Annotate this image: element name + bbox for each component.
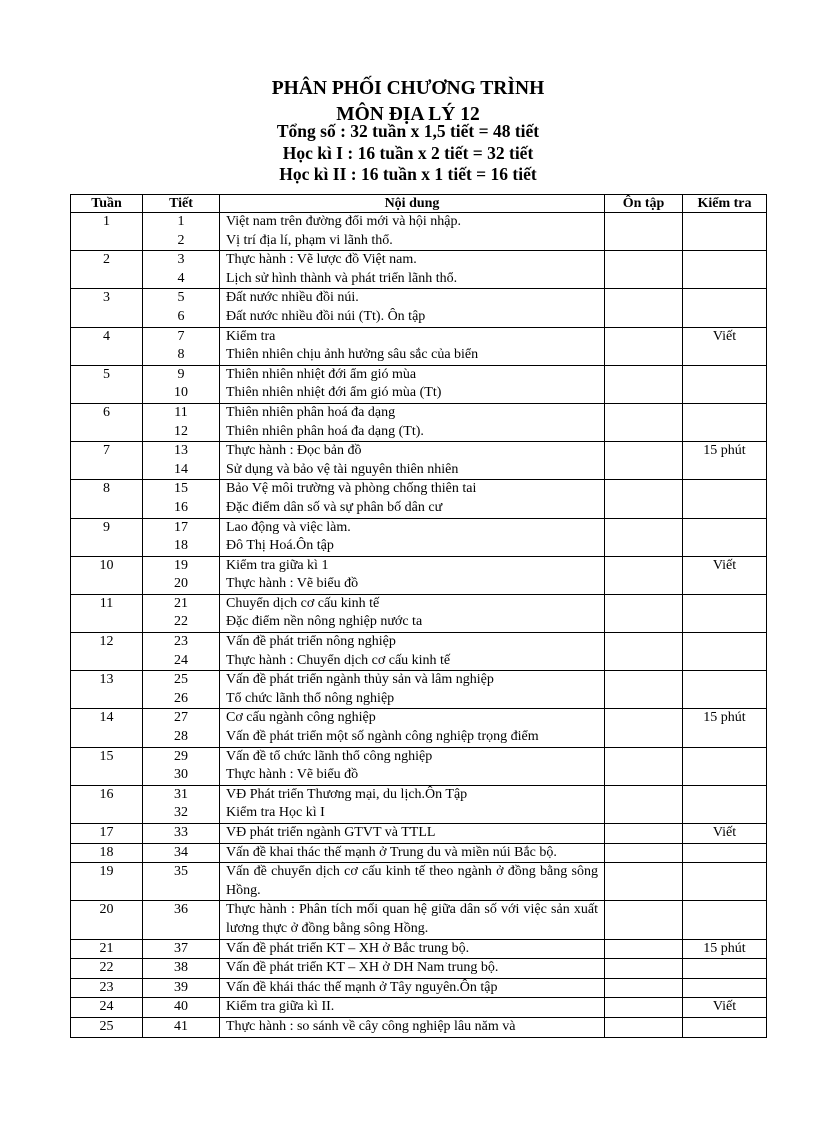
table-row	[71, 939, 767, 959]
title-line-1: PHÂN PHỐI CHƯƠNG TRÌNH	[271, 78, 545, 99]
period-cell	[143, 213, 220, 251]
period-number: 7	[177, 328, 185, 344]
period-number: 30	[174, 767, 188, 783]
test-cell	[683, 403, 767, 441]
period-number: 29	[174, 748, 188, 764]
review-cell	[605, 365, 683, 403]
review-cell	[605, 594, 683, 632]
content-cell	[220, 901, 605, 939]
week-cell: 25	[71, 1017, 143, 1037]
curriculum-table	[70, 194, 767, 1038]
content-cell	[220, 556, 605, 594]
table-row	[71, 901, 767, 939]
review-cell	[605, 901, 683, 939]
period-cell	[143, 709, 220, 747]
test-cell	[683, 671, 767, 709]
period-cell	[143, 327, 220, 365]
week-cell: 2	[71, 251, 143, 289]
test-cell	[683, 365, 767, 403]
lesson-title: Tổ chức lãnh thổ nông nghiệp	[226, 690, 395, 706]
week-cell: 23	[71, 978, 143, 998]
table-row	[71, 843, 767, 863]
header-week: Tuần	[71, 195, 143, 213]
week-cell: 11	[71, 594, 143, 632]
period-cell	[143, 785, 220, 823]
lesson-title: Vấn đề phát triển KT – XH ở DH Nam trung bộ.	[226, 960, 499, 976]
period-cell	[143, 939, 220, 959]
lesson-title: Vấn đề khái thác thế mạnh ở Tây nguyên.Ôn tập	[226, 979, 498, 995]
period-number: 16	[174, 499, 188, 515]
table-row	[71, 213, 767, 251]
period-cell	[143, 289, 220, 327]
content-cell	[220, 709, 605, 747]
table-header-row	[71, 195, 767, 213]
period-number: 39	[174, 979, 188, 995]
lesson-title: Thực hành : Đọc bản đồ	[226, 443, 362, 459]
test-cell: Viết	[683, 556, 767, 594]
period-number: 35	[174, 864, 188, 880]
period-cell	[143, 365, 220, 403]
period-cell	[143, 594, 220, 632]
week-cell: 12	[71, 633, 143, 671]
period-cell	[143, 824, 220, 844]
review-cell	[605, 824, 683, 844]
lesson-title: Việt nam trên đường đổi mới và hội nhập.	[226, 214, 462, 229]
test-cell	[683, 251, 767, 289]
review-cell	[605, 1017, 683, 1037]
review-cell	[605, 327, 683, 365]
week-cell: 4	[71, 327, 143, 365]
lesson-title: VĐ Phát triển Thương mại, du lịch.Ôn Tập	[226, 786, 468, 802]
review-cell	[605, 959, 683, 979]
summary-semester-1: Học kì I : 16 tuần x 2 tiết = 32 tiết	[282, 143, 534, 163]
period-number: 6	[177, 308, 185, 324]
period-number: 28	[174, 729, 188, 745]
review-cell	[605, 709, 683, 747]
week-cell: 10	[71, 556, 143, 594]
period-cell	[143, 480, 220, 518]
lesson-title: Cơ cấu ngành công nghiệp	[226, 710, 376, 726]
table-body	[71, 213, 767, 1038]
period-number: 32	[174, 805, 188, 821]
period-number: 27	[174, 710, 188, 726]
period-number: 23	[174, 634, 188, 650]
test-cell: Viết	[683, 327, 767, 365]
lesson-title: Lịch sử hình thành và phát triển lãnh thổ.	[226, 270, 458, 286]
period-number: 37	[174, 940, 188, 956]
week-cell: 1	[71, 213, 143, 251]
content-cell	[220, 863, 605, 901]
week-cell: 16	[71, 785, 143, 823]
review-cell	[605, 289, 683, 327]
week-cell: 3	[71, 289, 143, 327]
table-row	[71, 365, 767, 403]
week-cell: 13	[71, 671, 143, 709]
period-number: 22	[174, 614, 188, 630]
period-cell	[143, 863, 220, 901]
table-row	[71, 442, 767, 480]
period-number: 13	[174, 443, 188, 459]
test-cell: Viết	[683, 998, 767, 1018]
period-number: 10	[174, 385, 188, 401]
content-cell	[220, 978, 605, 998]
period-number: 8	[177, 347, 185, 363]
content-cell	[220, 959, 605, 979]
period-cell	[143, 251, 220, 289]
table-row	[71, 671, 767, 709]
review-cell	[605, 403, 683, 441]
period-number: 18	[174, 538, 188, 554]
period-cell	[143, 1017, 220, 1037]
lesson-title: Vấn đề tổ chức lãnh thổ công nghiệp	[226, 748, 433, 764]
lesson-title: Lao động và việc làm.	[226, 519, 351, 535]
content-cell	[220, 327, 605, 365]
review-cell	[605, 939, 683, 959]
test-cell: 15 phút	[683, 442, 767, 480]
table-row	[71, 747, 767, 785]
test-cell	[683, 863, 767, 901]
lesson-title: Vấn đề chuyển dịch cơ cấu kinh tế theo ngành ở đồng bằng sông Hồng.	[226, 864, 598, 898]
week-cell: 24	[71, 998, 143, 1018]
period-number: 24	[174, 652, 188, 668]
table-row	[71, 978, 767, 998]
period-number: 41	[174, 1018, 188, 1034]
lesson-title: Thực hành : Vẽ biểu đồ	[226, 767, 359, 783]
week-cell: 17	[71, 824, 143, 844]
table-row	[71, 824, 767, 844]
lesson-title: Đặc điểm nền nông nghiệp nước ta	[226, 614, 423, 630]
review-cell	[605, 518, 683, 556]
content-cell	[220, 785, 605, 823]
review-cell	[605, 671, 683, 709]
table-row	[71, 403, 767, 441]
lesson-title: Đặc điểm dân số và sự phân bố dân cư	[226, 499, 443, 515]
week-cell: 15	[71, 747, 143, 785]
test-cell	[683, 518, 767, 556]
period-number: 21	[174, 595, 188, 611]
lesson-title: Bảo Vệ môi trường và phòng chống thiên tai	[226, 481, 477, 497]
table-row	[71, 785, 767, 823]
content-cell	[220, 939, 605, 959]
week-cell: 19	[71, 863, 143, 901]
period-number: 25	[174, 672, 188, 688]
test-cell	[683, 785, 767, 823]
content-cell	[220, 480, 605, 518]
content-cell	[220, 594, 605, 632]
test-cell	[683, 480, 767, 518]
summary-total: Tổng số : 32 tuần x 1,5 tiết = 48 tiết	[276, 121, 540, 141]
lesson-title: Vấn đề phát triển KT – XH ở Bắc trung bộ.	[226, 940, 470, 956]
test-cell: 15 phút	[683, 939, 767, 959]
period-number: 12	[174, 423, 188, 439]
test-cell	[683, 1017, 767, 1037]
table-row	[71, 594, 767, 632]
period-cell	[143, 403, 220, 441]
table-row	[71, 998, 767, 1018]
lesson-title: Thiên nhiên phân hoá đa dạng (Tt).	[226, 423, 424, 439]
content-cell	[220, 633, 605, 671]
lesson-title: Vấn đề phát triển ngành thủy sản và lâm nghiệp	[226, 672, 494, 688]
review-cell	[605, 480, 683, 518]
table-row	[71, 289, 767, 327]
period-number: 15	[174, 481, 188, 497]
period-number: 9	[177, 366, 185, 382]
test-cell	[683, 747, 767, 785]
period-cell	[143, 901, 220, 939]
week-cell: 5	[71, 365, 143, 403]
lesson-title: Thiên nhiên nhiệt đới ẩm gió mùa	[226, 366, 417, 382]
period-number: 11	[174, 404, 188, 420]
period-cell	[143, 518, 220, 556]
header-content: Nội dung	[220, 195, 605, 213]
lesson-title: Kiểm tra	[226, 328, 276, 344]
title-line-2: MÔN ĐỊA LÝ 12	[336, 104, 480, 125]
table-row	[71, 863, 767, 901]
lesson-title: Thiên nhiên phân hoá đa dạng	[226, 404, 396, 420]
lesson-title: Thiên nhiên nhiệt đới ẩm gió mùa (Tt)	[226, 385, 442, 401]
review-cell	[605, 251, 683, 289]
table-row	[71, 251, 767, 289]
review-cell	[605, 213, 683, 251]
table-row	[71, 959, 767, 979]
review-cell	[605, 843, 683, 863]
test-cell	[683, 213, 767, 251]
table-row	[71, 556, 767, 594]
review-cell	[605, 633, 683, 671]
lesson-title: Kiểm tra giữa kì II.	[226, 999, 335, 1015]
content-cell	[220, 671, 605, 709]
lesson-title: Sử dụng và bảo vệ tài nguyên thiên nhiên	[226, 461, 459, 477]
period-number: 3	[177, 252, 185, 268]
content-cell	[220, 365, 605, 403]
period-number: 40	[174, 999, 188, 1015]
table-row	[71, 633, 767, 671]
period-number: 4	[177, 270, 185, 286]
test-cell	[683, 978, 767, 998]
content-cell	[220, 747, 605, 785]
review-cell	[605, 442, 683, 480]
period-cell	[143, 978, 220, 998]
period-cell	[143, 633, 220, 671]
content-cell	[220, 289, 605, 327]
lesson-title: Đô Thị Hoá.Ôn tập	[226, 538, 334, 554]
lesson-title: Vấn đề phát triển một số ngành công nghiệp trọng điểm	[226, 729, 539, 745]
test-cell	[683, 959, 767, 979]
review-cell	[605, 785, 683, 823]
lesson-title: Đất nước nhiều đồi núi.	[226, 290, 359, 306]
lesson-title: Thực hành : Vẽ biểu đồ	[226, 576, 359, 592]
content-cell	[220, 518, 605, 556]
period-cell	[143, 747, 220, 785]
test-cell	[683, 594, 767, 632]
lesson-title: Kiểm tra Học kì I	[226, 805, 325, 821]
period-number: 14	[174, 461, 188, 477]
period-cell	[143, 959, 220, 979]
lesson-title: Thực hành : Phân tích mối quan hệ giữa dân số với việc sản xuất lương thực ở đồng bằng sông Hồng.	[226, 902, 598, 936]
review-cell	[605, 556, 683, 594]
week-cell: 18	[71, 843, 143, 863]
lesson-title: Kiểm tra giữa kì 1	[226, 557, 329, 573]
period-number: 34	[174, 844, 188, 860]
lesson-title: Vị trí địa lí, phạm vi lãnh thổ.	[226, 232, 393, 248]
header-review: Ôn tập	[605, 195, 683, 213]
week-cell: 9	[71, 518, 143, 556]
content-cell	[220, 213, 605, 251]
review-cell	[605, 747, 683, 785]
content-cell	[220, 843, 605, 863]
period-cell	[143, 671, 220, 709]
period-number: 17	[174, 519, 188, 535]
week-cell: 7	[71, 442, 143, 480]
period-number: 26	[174, 690, 188, 706]
week-cell: 21	[71, 939, 143, 959]
review-cell	[605, 978, 683, 998]
week-cell: 6	[71, 403, 143, 441]
test-cell: Viết	[683, 824, 767, 844]
lesson-title: Thực hành : Chuyển dịch cơ cấu kinh tế	[226, 652, 451, 668]
period-number: 38	[174, 960, 188, 976]
table-row	[71, 480, 767, 518]
lesson-title: Thực hành : Vẽ lược đồ Việt nam.	[226, 252, 417, 268]
review-cell	[605, 863, 683, 901]
test-cell	[683, 289, 767, 327]
period-number: 5	[177, 290, 185, 306]
period-number: 36	[174, 902, 188, 918]
period-number: 31	[174, 786, 188, 802]
content-cell	[220, 1017, 605, 1037]
lesson-title: Đất nước nhiều đồi núi (Tt). Ôn tập	[226, 308, 426, 324]
content-cell	[220, 442, 605, 480]
lesson-title: Chuyển dịch cơ cấu kinh tế	[226, 595, 380, 611]
content-cell	[220, 403, 605, 441]
week-cell: 20	[71, 901, 143, 939]
period-cell	[143, 442, 220, 480]
period-cell	[143, 843, 220, 863]
table-row	[71, 709, 767, 747]
test-cell	[683, 901, 767, 939]
content-cell	[220, 998, 605, 1018]
header-test: Kiểm tra	[683, 195, 767, 213]
lesson-title: Vấn đề khai thác thế mạnh ở Trung du và miền núi Bắc bộ.	[226, 844, 557, 860]
test-cell: 15 phút	[683, 709, 767, 747]
review-cell	[605, 998, 683, 1018]
test-cell	[683, 633, 767, 671]
lesson-title: Thực hành : so sánh về cây công nghiệp lâu năm và	[226, 1018, 516, 1034]
test-cell	[683, 843, 767, 863]
lesson-title: Vấn đề phát triển nông nghiệp	[226, 634, 396, 650]
table-row	[71, 518, 767, 556]
lesson-title: Thiên nhiên chịu ảnh hưởng sâu sắc của biển	[226, 347, 479, 363]
header-period: Tiết	[143, 195, 220, 213]
period-cell	[143, 556, 220, 594]
period-number: 1	[177, 214, 185, 229]
lesson-title: VĐ phát triển ngành GTVT và TTLL	[226, 825, 436, 840]
table-row	[71, 327, 767, 365]
period-number: 2	[177, 232, 185, 248]
period-number: 33	[174, 825, 188, 840]
week-cell: 14	[71, 709, 143, 747]
period-number: 19	[174, 557, 188, 573]
content-cell	[220, 824, 605, 844]
content-cell	[220, 251, 605, 289]
period-number: 20	[174, 576, 188, 592]
table-row	[71, 1017, 767, 1037]
week-cell: 22	[71, 959, 143, 979]
period-cell	[143, 998, 220, 1018]
week-cell: 8	[71, 480, 143, 518]
summary-semester-2: Học kì II : 16 tuần x 1 tiết = 16 tiết	[279, 164, 537, 184]
